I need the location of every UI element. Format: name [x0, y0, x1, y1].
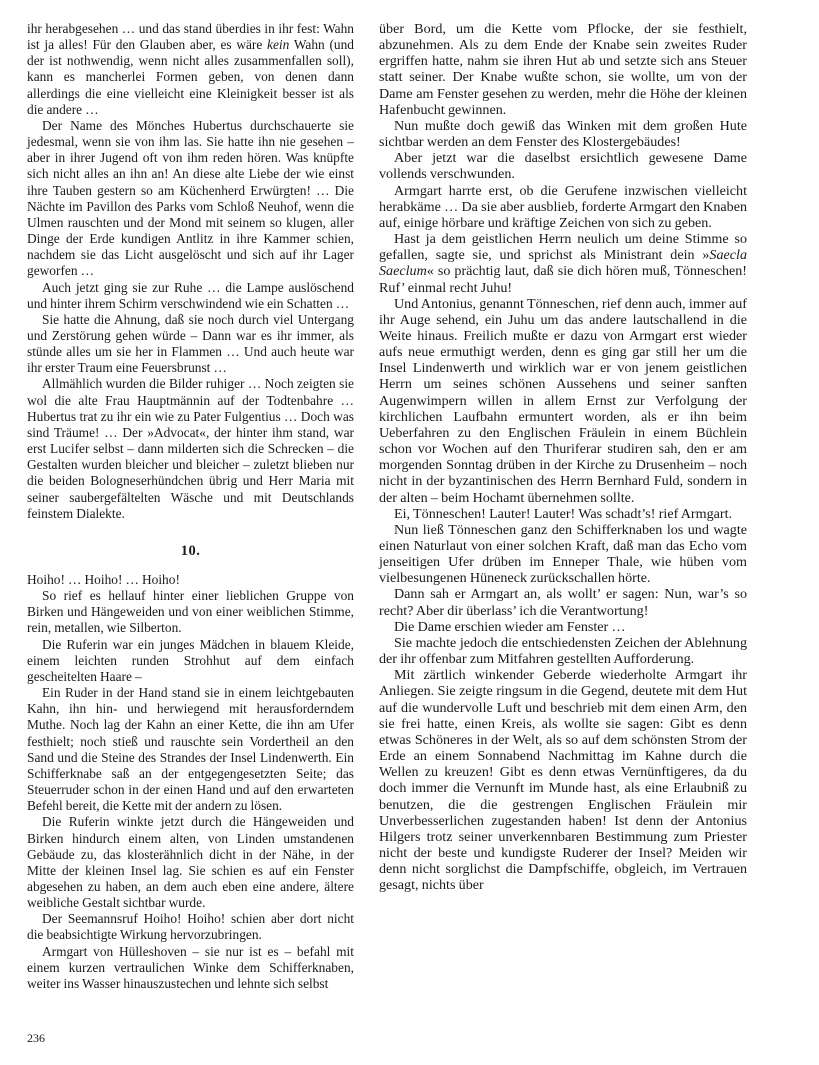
paragraph: Und Antonius, genannt Tönneschen, rief denn auch, immer auf ihr Auge sehend, ein Juhu um das andere lautschallend in die Weite hinaus. Freilich mußte er dazu von Armgart erst wieder aufs neue ermuthigt werden, denn es ging gar still her um die Insel Lindenwerth und wirklich war er von jenem geistlichen Herrn um seines schönen Aussehens und seiner sanften Augenwimpern willen in allem Ernst zur Verfolgung der kirchlichen Laufbahn ermuntert worden, als er ihn beim Ueberfahren zu den Englischen Fräulein in einem Büchlein schon vor Wochen auf den Thuriferar studiren sah, den er am morgenden Sonntag drüben in der Kirche zu Drusenheim – noch nicht in der byzantinischen des Herrn Bernhard Fuld, sondern in der alten – beim Hochamt übernehmen sollte.: [379, 295, 747, 506]
right-text-column: [379, 21, 747, 893]
section-heading: 10.: [180, 542, 201, 559]
paragraph: Nun mußte doch gewiß das Winken mit dem großen Hute sichtbar werden an dem Fenster des Klostergebäudes!: [379, 117, 747, 151]
paragraph: Sie hatte die Ahnung, daß sie noch durch viel Untergang und Zerstörung gehen würde – Dann war es ihr immer, als stünde alles um sie her in Flammen … Und auch heute war ihr erster Traum eine Feuersbrunst …: [27, 311, 354, 376]
paragraph: Die Ruferin winkte jetzt durch die Hängeweiden und Birken hindurch einem alten, von Linden umstandenen Gebäude zu, das klosterähnlich dicht in der Nähe, in der Mitte der kleinen Insel lag. Sie schien es auf ein Fenster abgesehen zu haben, an dem auch eben eine andere, ältere weibliche Gestalt sichtbar wurde.: [27, 814, 354, 911]
paragraph: Allmählich wurden die Bilder ruhiger … Noch zeigten sie wol die alte Frau Hauptmännin auf der Todtenbahre … Hubertus trat zu ihr ein wie zu Pater Fulgentius … Doch was sind Träume! … Der »Advocat«, der hinter ihm stand, war erst Lucifer selbst – dann milderten sich die Schrecken – die Gestalten wurden bleicher und bleicher – zuletzt blieben nur die beiden Bologneserhündchen übrig und Herr Maria mit seiner saubergefältelten Wäsche und mit Deutschlands feinstem Dialekte.: [27, 376, 354, 521]
paragraph-noindent: Hoiho! … Hoiho! … Hoiho!: [27, 572, 180, 587]
paragraph: Armgart harrte erst, ob die Gerufene inzwischen vielleicht herabkäme … Da sie aber ausblieb, forderte Armgart den Knaben auf, einige hörbare und kräftige Zeichen von sich zu geben.: [379, 182, 747, 231]
paragraph: Ei, Tönneschen! Lauter! Lauter! Was schadt’s! rief Armgart.: [394, 505, 733, 522]
paragraph-noindent: über Bord, um die Kette vom Pflocke, der sie festhielt, abzunehmen. Als zu dem Ende der Knabe sein zweites Ruder ergriffen hatte, nahm sie ihren Hut ab und setzte sich ans Steuer statt seiner. Der Knabe wußte schon, sie wollte, um von der Dame am Fenster gesehen zu werden, mehr die Höhe der kleinen Hafenbucht gewinnen.: [379, 21, 747, 118]
paragraph: Die Ruferin war ein junges Mädchen in blauem Kleide, einem leichten runden Strohhut auf dem einfach gescheitelten Haare –: [27, 636, 354, 684]
paragraph: Der Name des Mönches Hubertus durchschauerte sie jedesmal, wenn sie von ihm las. Sie hatte ihn nie gesehen – aber in ihrer Jugend oft von ihm reden hören. Was knüpfte sich nicht alles an ihn an! An diese alte Liebe der wie einst ihre Tauben gestern so am Küchenherd Erwürgten! … Die Nächte im Pavillon des Parks vom Schloß Neuhof, wenn die Ulmen rauschten und der Mond mit seinem so klugen, aller Dinge der Erde kundigen Antlitz in ihre Kammer schien, nachdem sie das Licht ausgelöscht und sich auf ihr Lager geworfen …: [27, 117, 354, 279]
paragraph: Auch jetzt ging sie zur Ruhe … die Lampe auslöschend und hinter ihrem Schirm verschwindend wie ein Schatten …: [27, 279, 354, 311]
paragraph-noindent: ihr herabgesehen … und das stand überdies in ihr fest: Wahn ist ja alles! Für den Glauben aber, es wäre kein Wahn (und der ist nothwendig, wenn nicht alles zusammenfallen soll), kann es mancherlei Formen geben, von denen dann allerdings die eine vielleicht eine Kleinigkeit besser ist als die andere …: [27, 21, 354, 117]
paragraph: Mit zärtlich winkender Geberde wiederholte Armgart ihr Anliegen. Sie zeigte ringsum in die Gegend, deutete mit dem Hut auf die wundervolle Luft und beschrieb mit dem einen Arm, den sie frei hatte, einen Kreis, als wollte sie sagen: Gibt es denn etwas Schöneres in der Welt, als so auf dem schönsten Strom der Erde an einem Sonnabend Nachmittag im Kahne durch die Wellen zu kreuzen! Gibt es denn etwas Vernünftigeres, da du doch immer die Vernunft im Munde hast, als eine Erlaubniß zu benutzen, die die gestrengen Englischen Fräulein mir Unverbesserlichen zugestanden haben! Ist denn der Antonius Hilgers trotz seiner unverkennbaren Bestimmung zum Priester nicht der beste und kundigste Ruderer der Insel? Meiden wir denn nicht sorglichst die Dampfschiffe, obgleich, im Vertrauen gesagt, nichts über: [379, 667, 747, 894]
paragraph: Aber jetzt war die daselbst ersichtlich gewesene Dame vollends verschwunden.: [379, 150, 747, 183]
paragraph: Hast ja dem geistlichen Herrn neulich um deine Stimme so gefallen, sagte sie, und sprichst als Ministrant dein »Saecla Saeclum« so prächtig laut, daß sie dich hören muß, Tönneschen! Ruf’ einmal recht Juhu!: [379, 231, 747, 296]
paragraph: Ein Ruder in der Hand stand sie in einem leichtgebauten Kahn, ihn hin- und herwiegend mit herausforderndem Muthe. Noch lag der Kahn an einer Kette, die ihn am Ufer festhielt; noch stieß und rauschte sein Vordertheil an den Sand und die Steine des Strandes der Insel Lindenwerth. Ein Schifferknabe saß an der entgegengesetzten Seite; das Steuerruder schon in der einen Hand und auf den erwarteten Befehl bereit, die Kette mit der andern zu lösen.: [27, 685, 354, 814]
paragraph: Der Seemannsruf Hoiho! Hoiho! schien aber dort nicht die beabsichtigte Wirkung hervorzubringen.: [27, 911, 354, 943]
paragraph: Sie machte jedoch die entschiedensten Zeichen der Ablehnung der ihr offenbar zum Mitfahren gestellten Aufforderung.: [379, 634, 747, 668]
paragraph: Die Dame erschien wieder am Fenster …: [394, 618, 626, 635]
left-text-column: [27, 21, 354, 992]
paragraph: Armgart von Hülleshoven – sie nur ist es – befahl mit einem kurzen vertraulichen Winke dem Schifferknaben, weiter ins Wasser hinauszustechen und lehnte sich selbst: [27, 943, 354, 991]
paragraph: So rief es hellauf hinter einer lieblichen Gruppe von Birken und Hängeweiden und von einer weiblichen Stimme, rein, metallen, wie Silberton.: [27, 588, 354, 636]
paragraph: Nun ließ Tönneschen ganz den Schifferknaben los und wagte einen Naturlaut von einer solchen Kraft, daß man das Echo vom jenseitigen Ufer drüben im Enneper Thale, wie hüben vom vielbesungenen Hüneneck zurückschallen hörte.: [379, 521, 747, 587]
page-number: 236: [27, 1031, 45, 1045]
paragraph: Dann sah er Armgart an, als wollt’ er sagen: Nun, war’s so recht? Aber dir überlass’ ich die Verantwortung!: [379, 586, 747, 619]
text-columns: [27, 21, 747, 992]
